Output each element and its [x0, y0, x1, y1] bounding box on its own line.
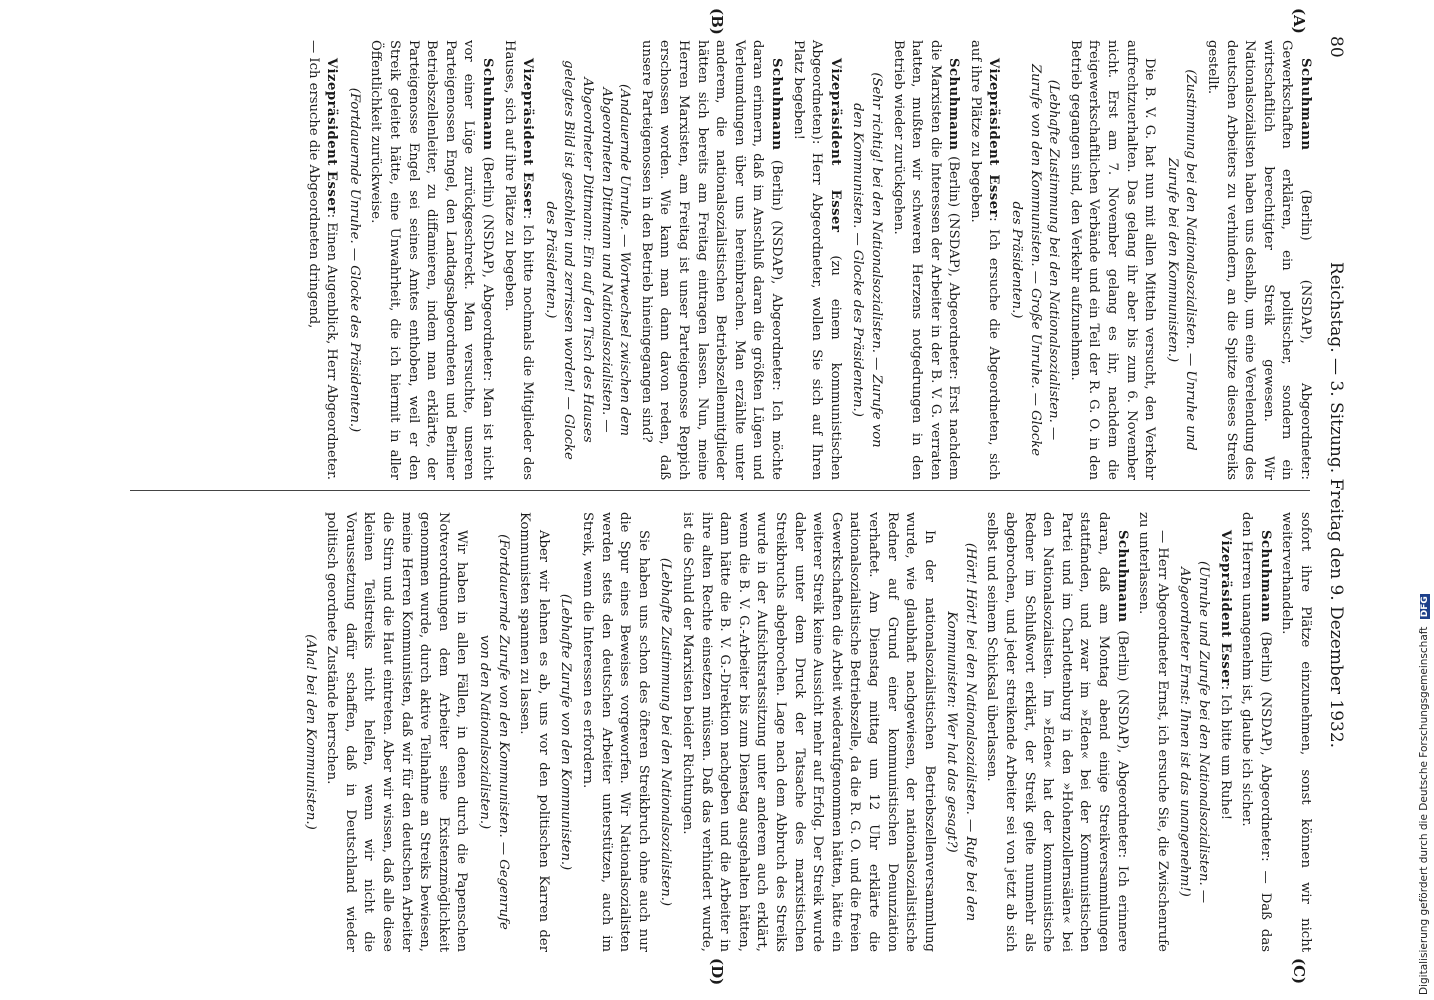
interjection: (Andauernde Unruhe. — Wortwechsel zwischen dem Abgeordneten Dittmann und Nationalsozialisten. — Abgeordneter Dittmann: Ein auf den Tisch des Hauses gelegtes Bild ist gestohlen und zerrissen worden! — Glocke des Präsidenten.) — [542, 60, 633, 460]
speaker-name: Vizepräsident Esser — [986, 58, 1002, 218]
speech-paragraph — [303, 40, 340, 480]
speech-text: (Berlin) (NSDAP), Abgeordneter: Ich erinnere daran, daß am Montag abend einige Streikversammlungen stattfanden, und zwar im »Eden« bei der Kommunistischen Partei und im Charlottenburg in den »Hohenzollernsälen« bei den Nationalsozialisten. Im »Eden« hat der kommunistische Redner im Schlußwort erklärt, der Streik gelte nunmehr als abgebrochen, und jeder streikende Arbeiter sei von jetzt ab sich selbst und seinem Schicksal überlassen. — [984, 512, 1130, 952]
interjection: (Lebhafte Zurufe von den Kommunisten.) — [558, 593, 574, 871]
text-paragraph: — Herr Abgeordneter Ernst, ich ersuche Sie, die Zwischenrufe zu unterlassen. — [1136, 512, 1170, 952]
text-paragraph: Wir haben in allen Fällen, in denen durch die Papenschen Notverordnungen dem Arbeiter seine Existenzmöglichkeit genommen wurde, durch aktive Teilnahme an Streiks bewiesen, meine Herren Kommunisten, daß wir für den deutschen Arbeiter die Stirn und die Haut eintreten. Aber wir wissen, daß alle diese kleinen Teilstreiks nicht helfen, wenn wir nicht die Voraussetzung dafür schaffen, daß in Deutschland wieder politisch geordnete Zustände herrschen. — [324, 512, 470, 952]
speaker-name: Vizepräsident Esser — [324, 58, 340, 214]
credit-text: Digitalisierung gefördert durch die Deutsche Forschungsgemeinschaft — [1418, 626, 1430, 995]
text-paragraph: Sie haben uns schon des öfteren Streikbruch ohne auch nur die Spur eines Beweises vorgeworfen. Wir Nationalsozialisten werden stets den deutschen Arbeiter unterstützen, auch im Streik, wenn die Interessen es erfordern. — [580, 512, 651, 952]
margin-mark-b: (B) — [708, 8, 726, 35]
speaker-name: Schuhmann — [480, 58, 496, 151]
right-column — [134, 512, 1314, 952]
page-title: Reichstag. — 3. Sitzung. Freitag den 9. Dezember 1932. — [1326, 261, 1346, 749]
speech-paragraph — [366, 40, 496, 480]
text-paragraph: sofort ihre Plätze einzunehmen, sonst können wir nicht weiterverhandeln. — [1279, 512, 1313, 952]
speech-paragraph — [499, 40, 536, 480]
speech-paragraph — [788, 40, 844, 480]
speech-paragraph — [1237, 512, 1274, 952]
text-paragraph: Die B. V. G. hat nun mit allen Mitteln versucht, den Verkehr aufrechtzuerhalten. Das gelang ihr aber bis zum 6. November nicht. Erst am 7. November gelang es ihr, nachdem die freigewerkschaftlichen Verbände und ein Teil der R. G. O. in den Betrieb gegangen sind, den Verkehr aufzunehmen. — [1067, 40, 1158, 480]
speech-text: : Einen Augenblick, Herr Abgeordneter. — Ich ersuche die Abgeordneten dringend, — [305, 40, 340, 480]
speaker-name: Vizepräsident Esser — [1217, 530, 1233, 686]
page-header — [1312, 36, 1352, 974]
speech-paragraph — [1215, 512, 1234, 952]
speaker-name: Schuhmann — [1298, 58, 1313, 151]
speech-paragraph — [888, 40, 962, 480]
text-paragraph: Aber wir lehnen es ab, uns vor den politischen Karren der Kommunisten spannen zu lassen. — [517, 512, 551, 952]
margin-mark-a: (A) — [1290, 8, 1308, 34]
interjection: (Lebhafte Zustimmung bei den Nationalsozialisten.) — [658, 557, 674, 907]
speech-text: : Ich ersuche die Abgeordneten, sich auf ihre Plätze zu begeben. — [967, 40, 1002, 480]
speech-text: (Berlin) (NSDAP), Abgeordneter: Ich möchte daran erinnern, daß im Anschluß daran die größten Lügen und Verleumdungen über uns hereinbrachen. Man erzählte unter anderem, die nationalsozialistischen Betriebszellenmitglieder hätten sich bereits am Freitag eintragen lassen. Nun, meine Herren Marxisten, am Freitag ist unser Parteigenosse Reppich erschossen worden. Wie kann man dann davon reden, daß unsere Parteigenossen in den Betrieb hineingegangen sind? — [638, 40, 784, 480]
speaker-name: Schuhmann — [1114, 530, 1130, 623]
speech-paragraph — [1202, 40, 1314, 480]
speaker-name: Vizepräsident Esser — [520, 58, 536, 215]
interjection: (Aha! bei den Kommunisten.) — [302, 634, 318, 830]
interjection: (Sehr richtig! bei den Nationalsozialisten. — Zurufe von den Kommunisten. — Glocke des Präsidenten.) — [850, 72, 884, 448]
dfg-logo-icon: DFG — [1420, 596, 1430, 618]
margin-mark-c: (C) — [1290, 958, 1308, 985]
speech-text: (Berlin) (NSDAP), Abgeordneter: Erst nachdem die Marxisten die Interessen der Arbeiter in der B. V. G. verraten hatten, mußten wir schweren Herzens notgedrungen in den Betrieb wieder zurückgehen. — [890, 40, 962, 480]
speaker-name: Schuhmann — [946, 58, 962, 151]
speech-text: : Ich bitte nochmals die Mitglieder des Hauses, sich auf ihre Plätze zu begeben. — [501, 40, 536, 480]
speech-text: (Berlin) (NSDAP), Abgeordneter: — Daß das den Herren unangenehm ist, glaube ich sicher. — [1239, 512, 1273, 952]
speech-text: (zu einem kommunistischen Abgeordneten): Herr Abgeordneter, wollen Sie sich auf Ihren Platz begeben! — [790, 40, 843, 480]
speaker-name: Schuhmann — [1257, 530, 1273, 623]
text-paragraph: In der nationalsozialistischen Betriebszellenversammlung wurde, wie glaubhaft nachgewiesen, der nationalsozialistische Redner auf Grund einer kommunistischen Denunziation verhaftet. Am Dienstag mittag um 12 Uhr erklärte die nationalsozialistische Betriebszelle, da die R. G. O. und die freien Gewerkschaften die Arbeit wiederaufgenommen hätten, hätte ein weiterer Streik keine Aussicht mehr auf Erfolg. Der Streik wurde daher unter dem Druck der Tatsache des marxistischen Streikbruchs abgebrochen. Lage nach dem Abbruch des Streiks wurde in der Aufsichtsratssitzung unter anderem auch erklärt, wenn die B. V. G.-Arbeiter bis zum Dienstag ausgehalten hätten, dann hätte die B. V. G.-Direktion nachgeben und die Arbeiter in ihre alten Rechte einsetzen müssen. Daß das verhindert wurde, ist die Schuld der Marxisten beider Richtungen. — [680, 512, 937, 952]
column-divider — [130, 490, 1310, 491]
speech-paragraph — [965, 40, 1002, 480]
margin-mark-d: (D) — [708, 958, 726, 986]
speech-paragraph — [982, 512, 1131, 952]
speaker-name: Vizepräsident Esser — [827, 58, 843, 233]
interjection: (Hört! Hört! bei den Nationalsozialisten. — Rufe bei den Kommunisten: Wer hat das gesagt?) — [944, 542, 978, 922]
interjection: (Fortdauernde Zurufe von den Kommunisten. — Gegenrufe von den Nationalsozialisten.) — [477, 534, 511, 930]
interjection: (Unruhe und Zurufe bei den Nationalsozialisten. — Abgeordneter Ernst: Ihnen ist das unangenehm!) — [1177, 560, 1212, 904]
page-number: 80 — [1326, 36, 1346, 58]
interjection: (Lebhafte Zustimmung bei den Nationalsozialisten. — Zurufe von den Kommunisten. — Große Unruhe. — Glocke des Präsidenten.) — [1009, 63, 1062, 457]
digitization-credit — [1418, 595, 1432, 995]
interjection: (Zustimmung bei den Nationalsozialisten. — Unruhe und Zurufe bei den Kommunisten.) — [1164, 69, 1199, 451]
left-column — [134, 40, 1314, 480]
speech-text: (Berlin) (NSDAP), Abgeordneter: Gewerkschaften erklären, ein politischer, sondern ein wirtschaftlich berechtigter Streik gewesen. Wir Nationalsozialisten haben uns deshalb, um eine Verelendung des deutschen Arbeiters zu verhindern, an die Spitze dieses Streiks gestellt. — [1205, 40, 1313, 480]
speaker-name: Schuhmann — [768, 58, 784, 151]
interjection: (Fortdauernde Unruhe. — Glocke des Präsidenten.) — [346, 87, 362, 433]
speech-text: (Berlin) (NSDAP), Abgeordneter: Man ist nicht vor einer Lüge zurückgeschreckt. Man versuchte, unseren Parteigenossen Engel, den Landtagsabgeordneten und Berliner Betriebszellenleiter, zu diffamieren, indem man erklärte, der Parteigenosse Engel sei seines Amtes enthoben, weil er den Streik geleitet hätte, eine Unwahrheit, die ich hiermit in aller Öffentlichkeit zurückweise. — [368, 40, 496, 480]
speech-text: : Ich bitte um Ruhe! — [1217, 685, 1233, 821]
speech-paragraph — [636, 40, 785, 480]
